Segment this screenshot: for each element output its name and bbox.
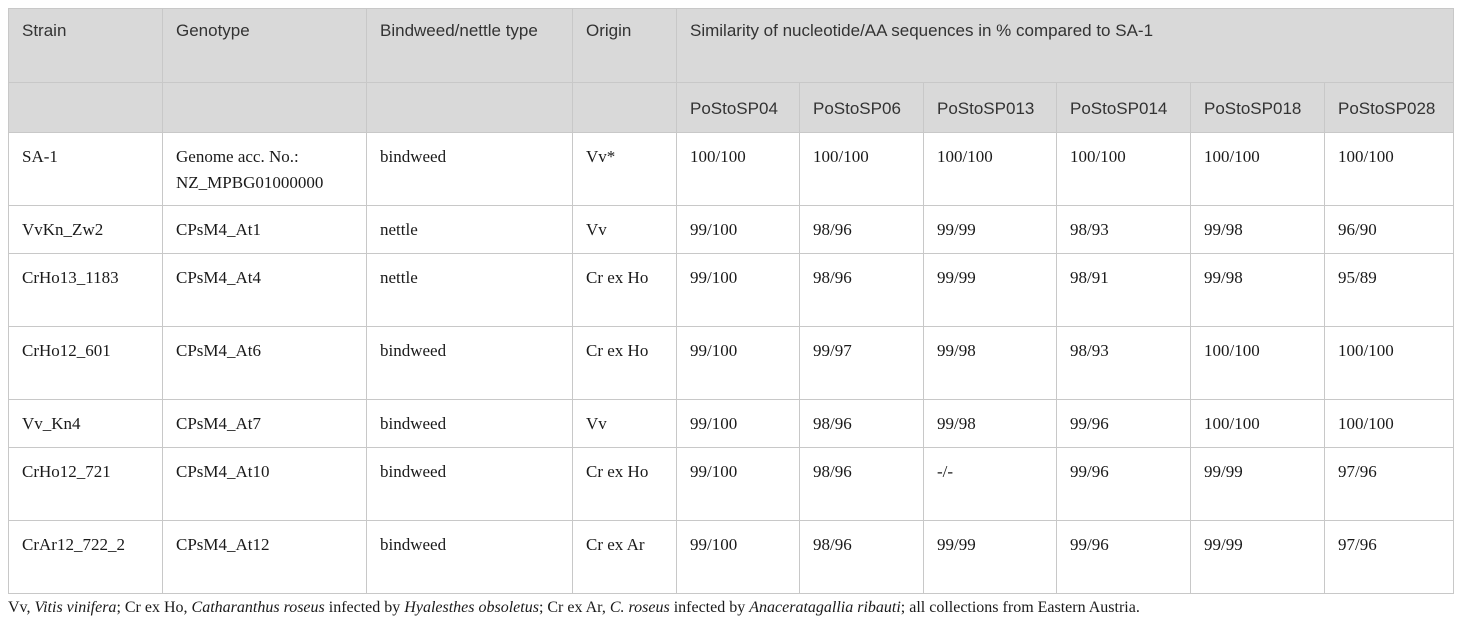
footnote-text: ; Cr ex Ho, [116,599,192,616]
table-row [9,400,1454,448]
cell-similarity: 100/100 [677,133,800,206]
subheader-empty [367,83,573,133]
cell-origin: Cr ex Ho [573,254,677,327]
cell-strain: CrHo12_601 [9,327,163,400]
cell-similarity: 99/98 [924,327,1057,400]
subheader-postosp013: PoStoSP013 [924,83,1057,133]
cell-type: bindweed [367,133,573,206]
cell-similarity: 99/98 [924,400,1057,448]
header-genotype: Genotype [163,9,367,83]
cell-strain: SA-1 [9,133,163,206]
cell-origin: Vv* [573,133,677,206]
cell-similarity: 99/100 [677,521,800,594]
cell-origin: Cr ex Ho [573,327,677,400]
cell-similarity: 99/100 [677,448,800,521]
subheader-postosp018: PoStoSP018 [1191,83,1325,133]
cell-similarity: 99/100 [677,400,800,448]
footnote-text: ; all collections from Eastern Austria. [900,599,1140,616]
cell-type: nettle [367,206,573,254]
cell-similarity: 100/100 [800,133,924,206]
cell-similarity: 99/99 [1191,448,1325,521]
header-similarity: Similarity of nucleotide/AA sequences in % compared to SA-1 [677,9,1454,83]
cell-origin: Vv [573,400,677,448]
footnote-text: Vv, [8,599,35,616]
subheader-empty [163,83,367,133]
similarity-table [8,8,1454,594]
cell-genotype: CPsM4_At6 [163,327,367,400]
cell-similarity: 100/100 [1191,400,1325,448]
cell-similarity: 100/100 [1325,400,1454,448]
footnote-text: infected by [669,599,750,616]
cell-similarity: 99/99 [924,254,1057,327]
subheader-postosp06: PoStoSP06 [800,83,924,133]
cell-genotype: CPsM4_At12 [163,521,367,594]
footnote-species: Catharanthus roseus [191,599,325,616]
cell-similarity: 99/99 [1191,521,1325,594]
table-row [9,521,1454,594]
table-row [9,133,1454,206]
cell-similarity: 98/91 [1057,254,1191,327]
table-body [9,133,1454,594]
cell-similarity: -/- [924,448,1057,521]
cell-genotype: CPsM4_At1 [163,206,367,254]
table-container [8,8,1453,594]
footnote-species: Vitis vinifera [34,599,117,616]
header-type: Bindweed/nettle type [367,9,573,83]
cell-similarity: 96/90 [1325,206,1454,254]
cell-strain: CrHo13_1183 [9,254,163,327]
subheader-postosp014: PoStoSP014 [1057,83,1191,133]
cell-similarity: 100/100 [1191,327,1325,400]
cell-similarity: 100/100 [1057,133,1191,206]
cell-similarity: 98/96 [800,254,924,327]
table-row [9,327,1454,400]
cell-origin: Cr ex Ar [573,521,677,594]
cell-similarity: 95/89 [1325,254,1454,327]
cell-origin: Vv [573,206,677,254]
cell-similarity: 99/96 [1057,521,1191,594]
header-origin: Origin [573,9,677,83]
cell-similarity: 98/96 [800,206,924,254]
footnote-text: ; Cr ex Ar, [538,599,610,616]
cell-similarity: 100/100 [924,133,1057,206]
cell-similarity: 98/96 [800,521,924,594]
cell-similarity: 98/93 [1057,327,1191,400]
cell-origin: Cr ex Ho [573,448,677,521]
footnote-species: Hyalesthes obsoletus [404,599,539,616]
table-footnote [8,597,1140,619]
cell-genotype: Genome acc. No.: NZ_MPBG01000000 [163,133,367,206]
subheader-empty [573,83,677,133]
cell-type: bindweed [367,448,573,521]
header-row [9,9,1454,83]
cell-type: bindweed [367,327,573,400]
cell-strain: CrAr12_722_2 [9,521,163,594]
cell-similarity: 98/93 [1057,206,1191,254]
cell-similarity: 97/96 [1325,521,1454,594]
cell-similarity: 99/98 [1191,206,1325,254]
cell-similarity: 99/100 [677,254,800,327]
subheader-empty [9,83,163,133]
subheader-postosp04: PoStoSP04 [677,83,800,133]
cell-similarity: 100/100 [1191,133,1325,206]
cell-type: bindweed [367,521,573,594]
footnote-species: C. roseus [609,599,670,616]
cell-similarity: 98/96 [800,400,924,448]
cell-genotype: CPsM4_At7 [163,400,367,448]
footnote-text: infected by [324,599,405,616]
table-row [9,448,1454,521]
cell-similarity: 98/96 [800,448,924,521]
cell-strain: CrHo12_721 [9,448,163,521]
cell-similarity: 99/99 [924,206,1057,254]
cell-similarity: 99/96 [1057,448,1191,521]
cell-strain: VvKn_Zw2 [9,206,163,254]
cell-similarity: 100/100 [1325,133,1454,206]
cell-genotype: CPsM4_At10 [163,448,367,521]
cell-type: bindweed [367,400,573,448]
cell-similarity: 99/100 [677,327,800,400]
cell-similarity: 99/96 [1057,400,1191,448]
table-row [9,254,1454,327]
subheader-row [9,83,1454,133]
table-header [9,9,1454,133]
cell-similarity: 99/99 [924,521,1057,594]
footnote-species: Anaceratagallia ribauti [749,599,901,616]
cell-similarity: 99/97 [800,327,924,400]
header-strain: Strain [9,9,163,83]
subheader-postosp028: PoStoSP028 [1325,83,1454,133]
table-row [9,206,1454,254]
cell-strain: Vv_Kn4 [9,400,163,448]
cell-similarity: 97/96 [1325,448,1454,521]
cell-type: nettle [367,254,573,327]
cell-similarity: 99/100 [677,206,800,254]
cell-similarity: 99/98 [1191,254,1325,327]
cell-genotype: CPsM4_At4 [163,254,367,327]
cell-similarity: 100/100 [1325,327,1454,400]
